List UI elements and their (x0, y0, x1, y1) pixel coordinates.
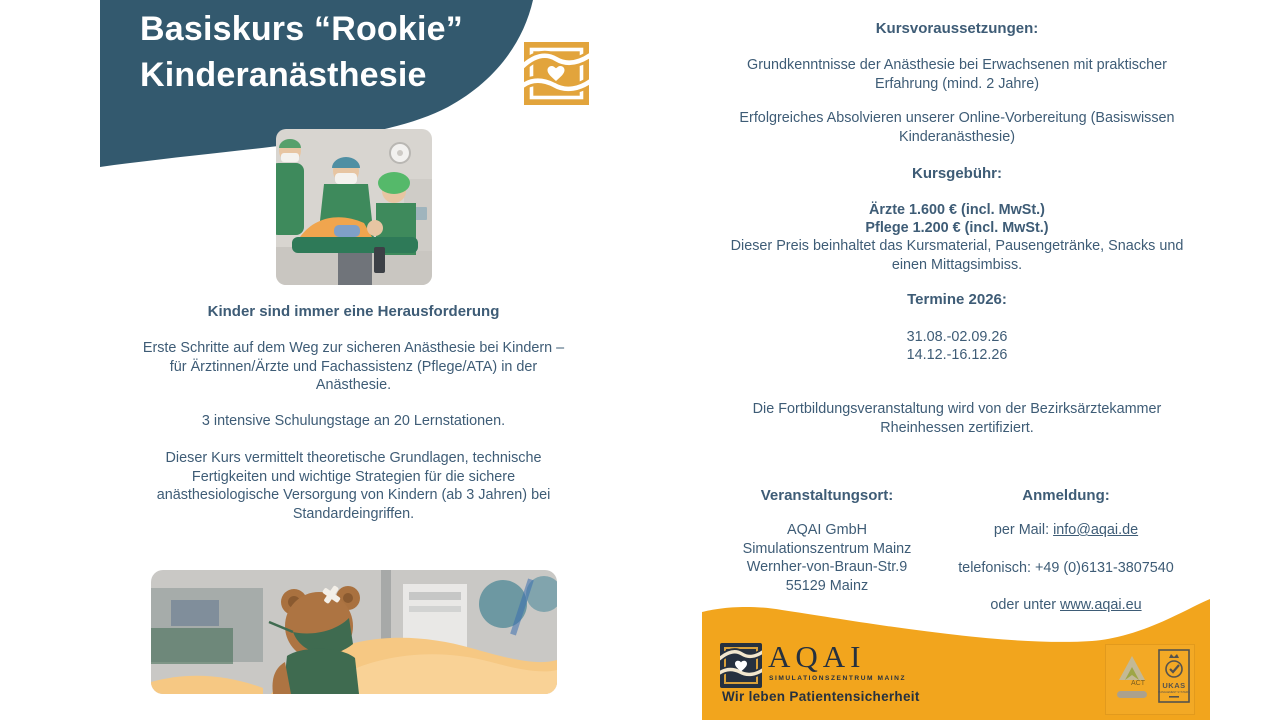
accreditation-badges (1105, 644, 1195, 715)
left-paragraph-3: Dieser Kurs vermittelt theoretische Grundlagen, technische Fertigkeiten und wichtige Strategien für die sichere anästhesiologische Versorgung von Kindern (ab 3 Jahren) bei Standardeingriffen. (156, 450, 551, 522)
registration-phone-line: telefonisch: +49 (0)6131-3807540 (958, 560, 1174, 576)
brand-subtitle: SIMULATIONSZENTRUM MAINZ (769, 675, 907, 682)
teddy-bear-photo (151, 570, 557, 694)
website-link[interactable]: www.aqai.eu (1060, 597, 1142, 613)
registration-heading: Anmeldung: (1022, 487, 1110, 504)
venue-line-2: Simulationszentrum Mainz (742, 540, 912, 557)
left-paragraph-1: Erste Schritte auf dem Weg zur sicheren Anästhesie bei Kindern – für Ärztinnen/Ärzte und Fachassistenz (Pflege/ATA) in der Anästhesie. (142, 340, 565, 393)
date-2: 14.12.-16.12.26 (906, 347, 1008, 363)
fee-note: Dieser Preis beinhaltet das Kursmaterial, Pausengetränke, Snacks und einen Mittagsimbiss. (730, 238, 1184, 273)
email-link[interactable]: info@aqai.de (1053, 522, 1139, 538)
operating-room-photo (276, 129, 432, 285)
registration-web-label: oder unter (990, 597, 1060, 613)
dates-heading: Termine 2026: (907, 291, 1007, 308)
svg-text:MANAGEMENT SYSTEMS: MANAGEMENT SYSTEMS (1158, 691, 1190, 694)
svg-text:UKAS: UKAS (1162, 681, 1186, 690)
venue-line-3: Wernher-von-Braun-Str.9 (746, 559, 908, 575)
page-title-line2: Kinderanästhesie (140, 56, 427, 94)
venue-line-1: AQAI GmbH (787, 522, 867, 538)
prerequisites-item-1: Grundkenntnisse der Anästhesie bei Erwachsenen mit praktischer Erfahrung (mind. 2 Jahre) (747, 57, 1167, 92)
venue-line-4: 55129 Mainz (785, 577, 869, 594)
venue-address (727, 521, 927, 595)
aqai-eye-heart-icon (524, 42, 589, 105)
venue-heading: Veranstaltungsort: (760, 487, 894, 504)
brand-wordmark: AQAI (768, 639, 866, 674)
page-title-line1: Basiskurs “Rookie” (140, 10, 463, 48)
date-1: 31.08.-02.09.26 (906, 329, 1008, 345)
left-heading: Kinder sind immer eine Herausforderung (207, 303, 500, 320)
svg-text:ACT: ACT (1131, 680, 1145, 687)
page-title (140, 6, 463, 98)
prerequisites-item-2: Erfolgreiches Absolvieren unserer Online-Vorbereitung (Basiswissen Kinderanästhesie) (739, 110, 1175, 145)
fee-doctors: Ärzte 1.600 € (incl. MwSt.) (869, 202, 1045, 218)
fee-heading: Kursgebühr: (912, 165, 1002, 182)
fee-nurses: Pflege 1.200 € (incl. MwSt.) (865, 220, 1049, 236)
left-paragraph-2: 3 intensive Schulungstage an 20 Lernstationen. (201, 413, 506, 429)
aqai-footer-logo-icon (720, 643, 762, 688)
certification-note: Die Fortbildungsveranstaltung wird von der Bezirksärztekammer Rheinhessen zertifiziert. (752, 401, 1162, 436)
prerequisites-heading: Kursvoraussetzungen: (875, 20, 1039, 37)
brand-tagline: Wir leben Patientensicherheit (722, 689, 920, 704)
registration-mail-label: per Mail: (993, 522, 1054, 538)
registration-mail-line (941, 521, 1191, 540)
